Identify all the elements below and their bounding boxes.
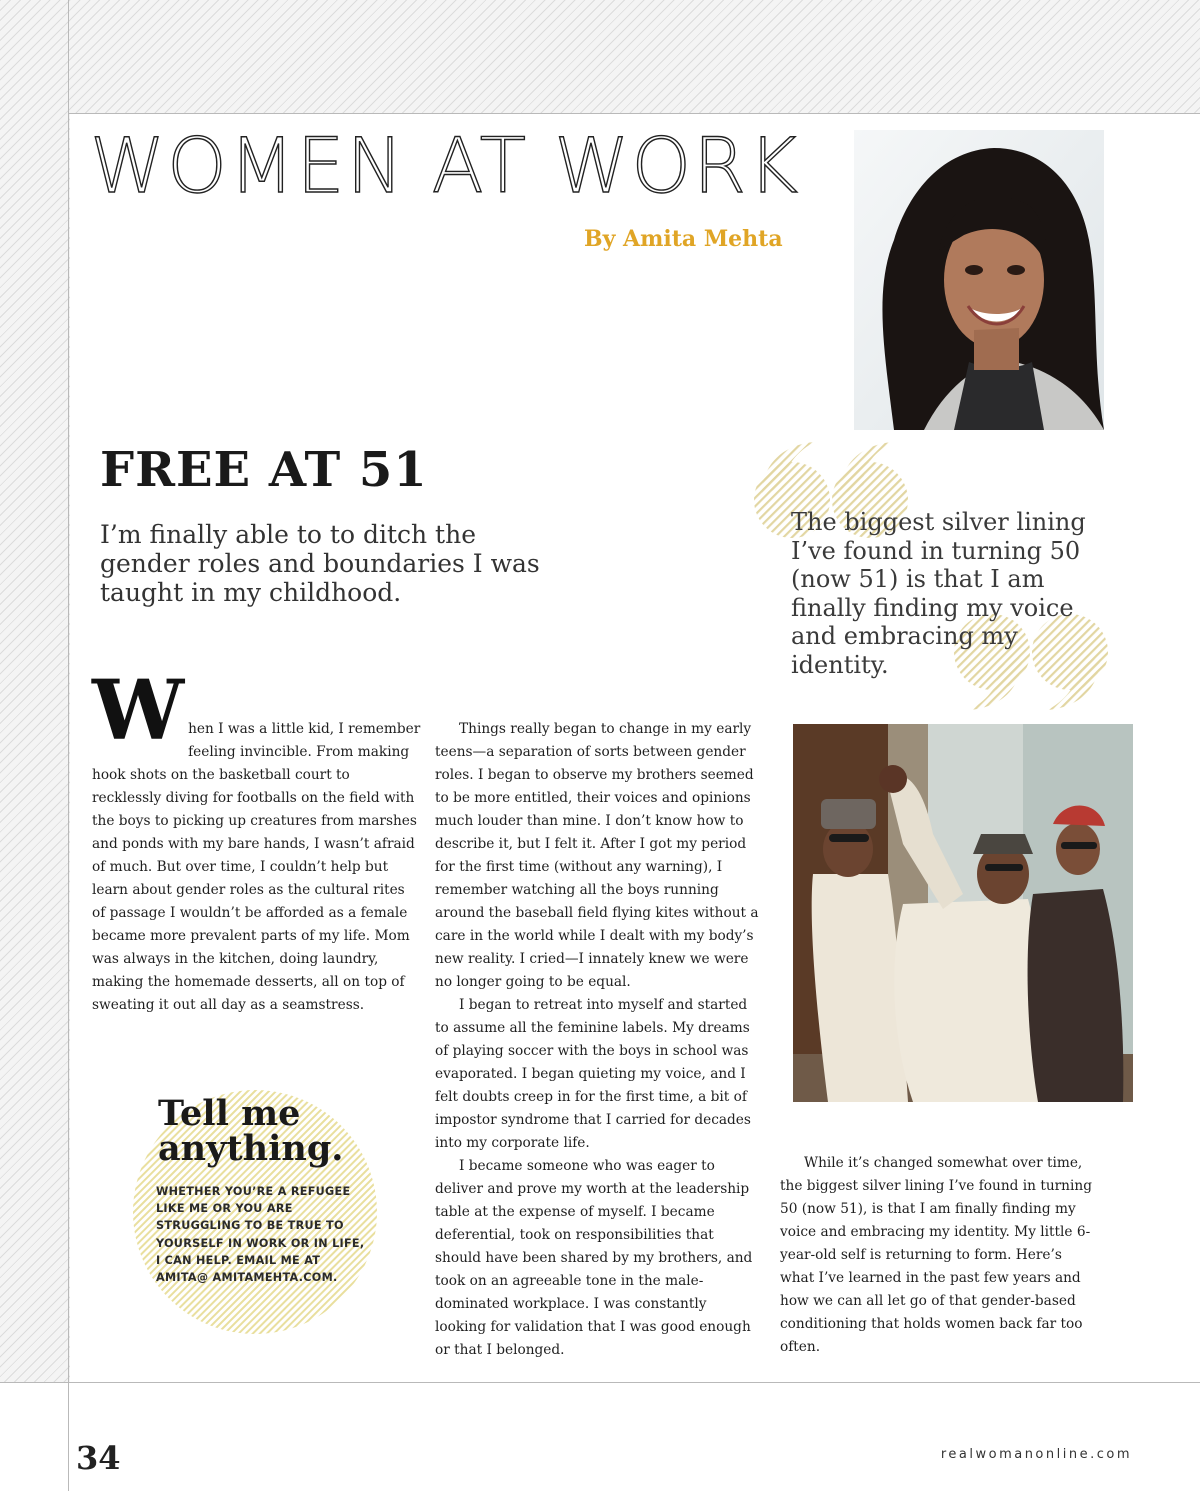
callout-heading: Tell me anything. bbox=[158, 1093, 344, 1169]
body-paragraph: While it’s changed somewhat over time, the biggest silver lining I’ve found in turning 50 (now 51), is that I am finally finding my voice and embracing my identity. My little 6-year-old self is returning to form. Here’s what I’ve learned in the past few years and how we can all let go of that gender-based conditioning that holds women back far too often. bbox=[780, 1155, 1092, 1355]
body-column-1 bbox=[92, 663, 422, 1017]
body-paragraph: I became someone who was eager to deliver and prove my worth at the leadership table at the expense of myself. I became deferential, took on responsibilities that should have been shared by my brothers, and took on an agreeable tone in the male-dominated workplace. I was constantly looking for validation that I was good enough or that I belonged. bbox=[435, 1158, 753, 1358]
pull-quote: The biggest silver lining I’ve found in turning 50 (now 51) is that I am finally finding my voice and embracing my identity. bbox=[791, 508, 1086, 679]
body-column-3 bbox=[780, 1152, 1100, 1359]
body-paragraph bbox=[92, 663, 422, 1017]
body-paragraph: Things really began to change in my early teens—a separation of sorts between gender roles. I began to observe my brothers seemed to be more entitled, their voices and opinions much louder than mine. I don’t know how to describe it, but I felt it. After I got my period for the first time (without any warning), I remember watching all the boys running around the baseball field flying kites without a care in the world while I dealt with my body’s new reality. I cried—I innately knew we were no longer going to be equal. bbox=[435, 721, 759, 990]
footer-band bbox=[0, 1383, 1200, 1491]
section-title: WOMEN AT WORK bbox=[90, 121, 800, 210]
body-column-2 bbox=[435, 718, 760, 1362]
page-number: 34 bbox=[76, 1439, 121, 1477]
article-deck: I’m finally able to to ditch the gender roles and boundaries I was taught in my childhood. bbox=[100, 520, 540, 607]
byline: By Amita Mehta bbox=[584, 226, 783, 252]
callout-text: WHETHER YOU’RE A REFUGEE LIKE ME OR YOU ARE STRUGGLING TO BE TRUE TO YOURSELF IN WORK OR IN LIFE, I CAN HELP. EMAIL ME AT AMITA@ AMITAMEHTA.COM. bbox=[156, 1185, 365, 1285]
paragraph-text: hen I was a little kid, I remember feeling invincible. From making hook shots on the basketball court to recklessly diving for footballs on the field with the boys to picking up creatures from marshes and ponds with my bare hands, I wasn’t afraid of much. But over time, I couldn’t help but learn about gender roles as the cultural rites of passage I wouldn’t be afforded as a female became more prevalent parts of my life. Mom was always in the kitchen, doing laundry, making the homemade desserts, all on top of sweating it out all day as a seamstress. bbox=[92, 721, 421, 1013]
author-portrait-photo bbox=[854, 130, 1104, 430]
childhood-photo bbox=[793, 724, 1133, 1102]
margin-rule-bottom bbox=[0, 1382, 1200, 1383]
margin-rule-vertical bbox=[68, 0, 69, 1491]
body-paragraph: I began to retreat into myself and started to assume all the feminine labels. My dreams of playing soccer with the boys in school was evaporated. I began quieting my voice, and I felt doubts creep in for the first time, a bit of impostor syndrome that I carried for decades into my corporate life. bbox=[435, 997, 751, 1151]
drop-cap: W bbox=[92, 663, 185, 759]
article-headline: FREE AT 51 bbox=[100, 442, 428, 498]
margin-rule-top bbox=[68, 113, 1200, 114]
website-url: realwomanonline.com bbox=[940, 1447, 1132, 1462]
